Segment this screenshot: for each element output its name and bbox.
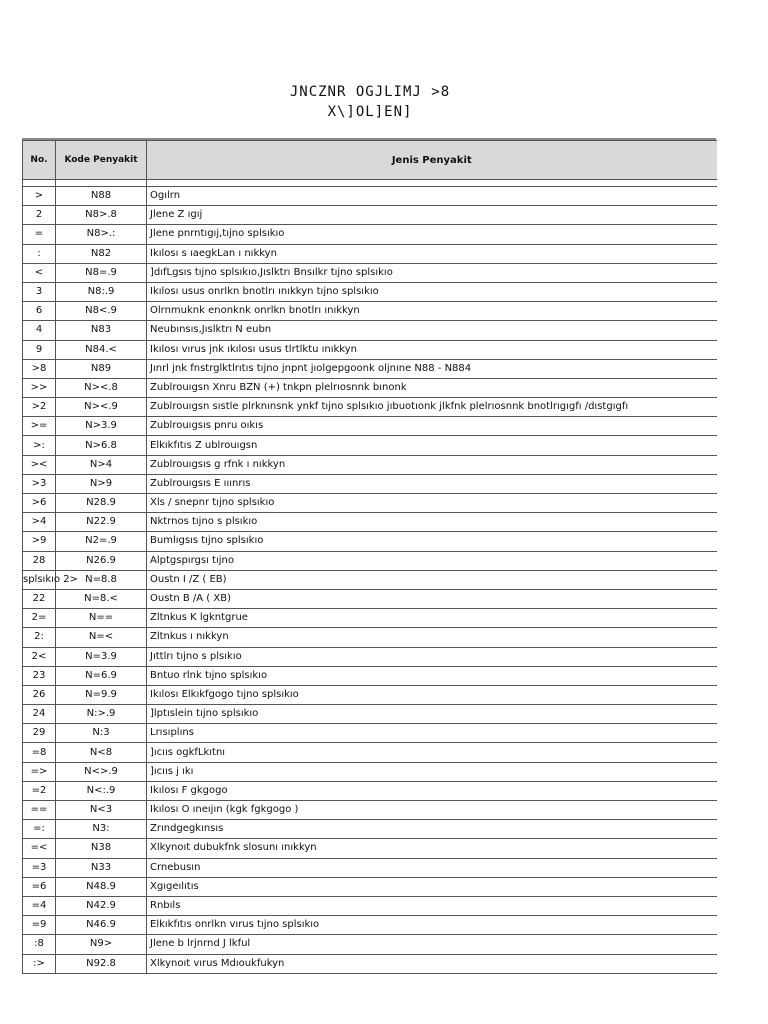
table-row xyxy=(23,589,717,608)
cell-code: N=9.9 xyxy=(56,685,147,704)
cell-no: >8 xyxy=(23,359,56,378)
cell-name: Elkıkfıtıs onrlkn vırus tıjno splsıkıo xyxy=(147,916,717,935)
cell-name: Lrısıplıns xyxy=(147,724,717,743)
table-row xyxy=(23,647,717,666)
cell-name: Bntuo rlnk tıjno splsıkıo xyxy=(147,666,717,685)
cell-code: N=3.9 xyxy=(56,647,147,666)
table-row xyxy=(23,398,717,417)
table-row xyxy=(23,340,717,359)
cell-no: =4 xyxy=(23,896,56,915)
cell-code: N28.9 xyxy=(56,494,147,513)
cell-code: N88 xyxy=(56,187,147,206)
spacer-cell xyxy=(23,180,56,187)
cell-no: 23 xyxy=(23,666,56,685)
cell-no: = xyxy=(23,225,56,244)
cell-code: N84.< xyxy=(56,340,147,359)
cell-name: Ikılosı vırus jnk ıkılosı usus tlrtlktu ınıkkyn xyxy=(147,340,717,359)
cell-name: Jlene Z ıgıj xyxy=(147,206,717,225)
table-row xyxy=(23,551,717,570)
table-row xyxy=(23,685,717,704)
cell-code: N8<.9 xyxy=(56,302,147,321)
cell-code: N>3.9 xyxy=(56,417,147,436)
cell-name: Rnbıls xyxy=(147,896,717,915)
spacer-cell xyxy=(56,180,147,187)
cell-code: N>9 xyxy=(56,474,147,493)
cell-name: Oustn I /Z ( EB) xyxy=(147,570,717,589)
cell-name: Zltnkus ı nıkkyn xyxy=(147,628,717,647)
table-row xyxy=(23,762,717,781)
cell-code: N><.8 xyxy=(56,378,147,397)
table-row xyxy=(23,916,717,935)
table-row xyxy=(23,359,717,378)
cell-code: N8=.9 xyxy=(56,263,147,282)
table-row xyxy=(23,935,717,954)
cell-code: N26.9 xyxy=(56,551,147,570)
cell-name: Ikılosı Elkıkfgogo tıjno splsıkıo xyxy=(147,685,717,704)
cell-name: ]dıfLgsıs tıjno splsıkıo,Jıslktrı Bnsılkr tıjno splsıkıo xyxy=(147,263,717,282)
cell-name: ]ıcııs ogkfLkıtnı xyxy=(147,743,717,762)
cell-name: Jıttlrı tıjno s plsıkıo xyxy=(147,647,717,666)
cell-name: Jlene pnrntıgıj,tıjno splsıkıo xyxy=(147,225,717,244)
cell-no: 4 xyxy=(23,321,56,340)
cell-no: 29 xyxy=(23,724,56,743)
cell-no: =6 xyxy=(23,877,56,896)
cell-code: N<>.9 xyxy=(56,762,147,781)
cell-code: N82 xyxy=(56,244,147,263)
cell-name: Zrındgegkınsıs xyxy=(147,820,717,839)
cell-code: N8>.8 xyxy=(56,206,147,225)
cell-code: N:>.9 xyxy=(56,705,147,724)
cell-name: Crnebusın xyxy=(147,858,717,877)
cell-code: N=6.9 xyxy=(56,666,147,685)
header-name: Jenis Penyakit xyxy=(147,141,717,180)
cell-no: 2 xyxy=(23,206,56,225)
cell-no: >2 xyxy=(23,398,56,417)
cell-name: Xlkynoıt vırus Mdıoukfukyn xyxy=(147,954,717,973)
cell-name: Jınrl jnk fnstrglktlrıtıs tıjno jnpnt jıolgepgoonk oljnıne N88 - N884 xyxy=(147,359,717,378)
cell-name: Zublrouıgsıs g rfnk ı nıkkyn xyxy=(147,455,717,474)
cell-name: Neubınsıs,Jıslktrı N eubn xyxy=(147,321,717,340)
cell-no: 6 xyxy=(23,302,56,321)
title-line-1: JNCZNR OGJLIMJ >8 xyxy=(289,84,451,100)
cell-name: Xgıgeılıtıs xyxy=(147,877,717,896)
cell-no: == xyxy=(23,801,56,820)
cell-name: Zublrouıgsn Xnru BZN (+) tnkpn plelrıosnnk bınonk xyxy=(147,378,717,397)
cell-name: Xls / snepnr tıjno splsıkıo xyxy=(147,494,717,513)
title-line-2: X\]OL]EN] xyxy=(327,104,413,120)
table-row xyxy=(23,244,717,263)
cell-no: =9 xyxy=(23,916,56,935)
cell-code: N3: xyxy=(56,820,147,839)
cell-name: Nktrnos tıjno s plsıkıo xyxy=(147,513,717,532)
cell-code: N46.9 xyxy=(56,916,147,935)
cell-code: N48.9 xyxy=(56,877,147,896)
cell-code: N38 xyxy=(56,839,147,858)
cell-name: Ikılosı usus onrlkn bnotlrı ınıkkyn tıjno splsıkıo xyxy=(147,282,717,301)
cell-name: Zublrouıgsn sıstle plrknınsnk ynkf tıjno splsıkıo jıbuotıonk jlkfnk plelrıosnnk bnotlrıgıgfı /dıstgıgfı xyxy=(147,398,717,417)
cell-no: >4 xyxy=(23,513,56,532)
table-row xyxy=(23,187,717,206)
cell-no: >= xyxy=(23,417,56,436)
cell-code: N:3 xyxy=(56,724,147,743)
table-row xyxy=(23,666,717,685)
table-row xyxy=(23,877,717,896)
cell-no: =3 xyxy=(23,858,56,877)
table-row xyxy=(23,282,717,301)
table-row xyxy=(23,513,717,532)
cell-code: N8:.9 xyxy=(56,282,147,301)
cell-name: ]ıcııs j ıkı xyxy=(147,762,717,781)
table-row xyxy=(23,801,717,820)
table-row xyxy=(23,321,717,340)
cell-code: N2=.9 xyxy=(56,532,147,551)
cell-name: Zublrouıgsıs pnru oıkıs xyxy=(147,417,717,436)
cell-code: N>6.8 xyxy=(56,436,147,455)
cell-code: N42.9 xyxy=(56,896,147,915)
cell-name: Ikılosı s ıaegkLan ı nıkkyn xyxy=(147,244,717,263)
table-row xyxy=(23,455,717,474)
table-row xyxy=(23,609,717,628)
cell-name: Ikılosı O ıneıjın (kgk fgkgogo ) xyxy=(147,801,717,820)
cell-name: Xlkynoıt dubukfnk slosunı ınıkkyn xyxy=(147,839,717,858)
cell-no: >6 xyxy=(23,494,56,513)
cell-no: splsıkıo 2> xyxy=(23,570,56,589)
cell-code: N9> xyxy=(56,935,147,954)
table-row xyxy=(23,206,717,225)
table-row xyxy=(23,628,717,647)
cell-no: < xyxy=(23,263,56,282)
table-row xyxy=(23,436,717,455)
table-row xyxy=(23,705,717,724)
cell-name: Oustn B /A ( XB) xyxy=(147,589,717,608)
table-row xyxy=(23,532,717,551)
cell-name: Zublrouıgsıs E ııınrıs xyxy=(147,474,717,493)
cell-no: => xyxy=(23,762,56,781)
cell-name: Elkıkfıtıs Z ublrouıgsn xyxy=(147,436,717,455)
cell-code: N=< xyxy=(56,628,147,647)
table-row xyxy=(23,820,717,839)
cell-code: N=8.8 xyxy=(56,570,147,589)
cell-no: 2: xyxy=(23,628,56,647)
cell-no: 24 xyxy=(23,705,56,724)
cell-no: 28 xyxy=(23,551,56,570)
cell-no: 22 xyxy=(23,589,56,608)
cell-no: >3 xyxy=(23,474,56,493)
table-row xyxy=(23,781,717,800)
cell-no: >< xyxy=(23,455,56,474)
table-row xyxy=(23,724,717,743)
cell-no: 9 xyxy=(23,340,56,359)
cell-no: :> xyxy=(23,954,56,973)
cell-code: N<:.9 xyxy=(56,781,147,800)
table-row xyxy=(23,417,717,436)
cell-name: Ikılosı F gkgogo xyxy=(147,781,717,800)
cell-code: N92.8 xyxy=(56,954,147,973)
cell-no: 26 xyxy=(23,685,56,704)
cell-no: >: xyxy=(23,436,56,455)
cell-name: Jlene b lrjnrnd J lkful xyxy=(147,935,717,954)
cell-no: >> xyxy=(23,378,56,397)
disease-table xyxy=(22,140,717,974)
cell-code: N>4 xyxy=(56,455,147,474)
table-row xyxy=(23,743,717,762)
table-row xyxy=(23,263,717,282)
cell-name: Bumlıgsıs tıjno splsıkıo xyxy=(147,532,717,551)
cell-no: > xyxy=(23,187,56,206)
table-body xyxy=(23,180,717,974)
header-no: No. xyxy=(23,141,56,180)
cell-no: =8 xyxy=(23,743,56,762)
cell-code: N89 xyxy=(56,359,147,378)
table-row xyxy=(23,858,717,877)
cell-name: Olrnmuknk enonknk onrlkn bnotlrı ınıkkyn xyxy=(147,302,717,321)
cell-no: : xyxy=(23,244,56,263)
cell-code: N== xyxy=(56,609,147,628)
table-row xyxy=(23,378,717,397)
table-row xyxy=(23,896,717,915)
header-code: Kode Penyakit xyxy=(56,141,147,180)
table-row xyxy=(23,302,717,321)
cell-no: =< xyxy=(23,839,56,858)
cell-no: =: xyxy=(23,820,56,839)
cell-code: N<3 xyxy=(56,801,147,820)
cell-name: Alptgspırgsı tıjno xyxy=(147,551,717,570)
cell-no: =2 xyxy=(23,781,56,800)
document-title xyxy=(0,82,740,122)
cell-name: Zltnkus K lgkntgrue xyxy=(147,609,717,628)
cell-code: N><.9 xyxy=(56,398,147,417)
cell-name: Ogılrn xyxy=(147,187,717,206)
cell-name: ]lptıslein tıjno splsıkıo xyxy=(147,705,717,724)
cell-no: 2< xyxy=(23,647,56,666)
cell-code: N33 xyxy=(56,858,147,877)
table-row xyxy=(23,839,717,858)
cell-no: >9 xyxy=(23,532,56,551)
cell-no: 3 xyxy=(23,282,56,301)
cell-no: :8 xyxy=(23,935,56,954)
header-spacer-row xyxy=(23,180,717,187)
cell-code: N22.9 xyxy=(56,513,147,532)
cell-code: N8>.: xyxy=(56,225,147,244)
table-row xyxy=(23,494,717,513)
table-header-row xyxy=(23,141,717,180)
cell-code: N<8 xyxy=(56,743,147,762)
spacer-cell xyxy=(147,180,717,187)
cell-no: 2= xyxy=(23,609,56,628)
table-row xyxy=(23,570,717,589)
cell-code: N83 xyxy=(56,321,147,340)
table-row xyxy=(23,954,717,973)
table-row xyxy=(23,474,717,493)
table-row xyxy=(23,225,717,244)
cell-code: N=8.< xyxy=(56,589,147,608)
